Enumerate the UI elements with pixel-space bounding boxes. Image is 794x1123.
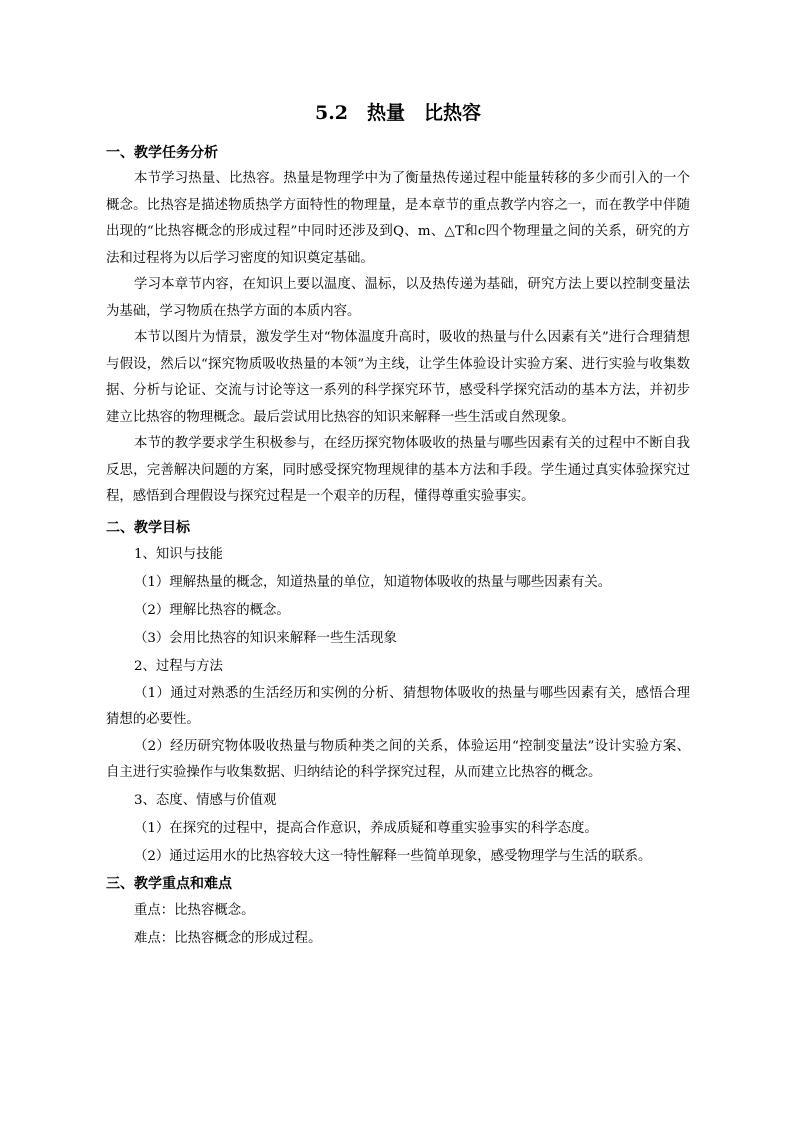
paragraph: 本节的教学要求学生积极参与，在经历探究物体吸收的热量与哪些因素有关的过程中不断自我反思，完善解决问题的方案，同时感受探究物理规律的基本方法和手段。学生通过真实体验探究过程，感悟到合理假设与探究过程是一个艰辛的历程，懂得尊重实验事实。	[106, 436, 690, 504]
goal-item: （2）通过运用水的比热容较大这一特性解释一些简单现象，感受物理学与生活的联系。	[134, 848, 652, 864]
section-heading-task-analysis: 一、教学任务分析	[106, 145, 218, 161]
goal-item: （1）理解热量的概念，知道热量的单位，知道物体吸收的热量与哪些因素有关。	[134, 574, 612, 590]
difficult-point-line: 难点：比热容概念的形成过程。	[134, 930, 322, 946]
goal-group-label: 2、过程与方法	[134, 658, 223, 674]
document-content	[106, 100, 690, 953]
goal-item: （2）经历研究物体吸收热量与物质种类之间的关系，体验运用“控制变量法”设计实验方案、自主进行实验操作与收集数据、归纳结论的科学探究过程，从而建立比热容的概念。	[106, 738, 690, 780]
document-title: 5.2 热量 比热容	[314, 102, 482, 124]
key-point-line: 重点：比热容概念。	[134, 902, 255, 918]
goal-item: （1）在探究的过程中，提高合作意识，养成质疑和尊重实验事实的科学态度。	[134, 820, 598, 836]
goal-group-label: 3、态度、情感与价值观	[134, 792, 277, 808]
section-heading-teaching-goals: 二、教学目标	[106, 519, 190, 536]
paragraph: 学习本章节内容，在知识上要以温度、温标，以及热传递为基础，研究方法上要以控制变量法为基础，学习物质在热学方面的本质内容。	[106, 277, 690, 319]
goal-group-label: 1、知识与技能	[134, 546, 223, 562]
paragraph: 本节学习热量、比热容。热量是物理学中为了衡量热传递过程中能量转移的多少而引入的一个概念。比热容是描述物质热学方面特性的物理量，是本章节的重点教学内容之一，而在教学中伴随出现的“比热容概念的形成过程”中同时还涉及到Q、m、△T和c四个物理量之间的关系，研究的方法和过程将为以后学习密度的知识奠定基础。	[106, 171, 690, 266]
goal-item: （1）通过对熟悉的生活经历和实例的分析、猜想物体吸收的热量与哪些因素有关，感悟合理猜想的必要性。	[106, 685, 690, 727]
paragraph: 本节以图片为情景，激发学生对“物体温度升高时，吸收的热量与什么因素有关”进行合理猜想与假设，然后以“探究物质吸收热量的本领”为主线，让学生体验设计实验方案、进行实验与收集数据、分析与论证、交流与讨论等这一系列的科学探究环节，感受科学探究活动的基本方法，并初步建立比热容的物理概念。最后尝试用比热容的知识来解释一些生活或自然现象。	[106, 330, 690, 425]
goal-item: （3）会用比热容的知识来解释一些生活现象	[134, 630, 397, 646]
section-heading-key-points: 三、教学重点和难点	[106, 875, 232, 892]
goal-item: （2）理解比热容的概念。	[134, 602, 290, 618]
